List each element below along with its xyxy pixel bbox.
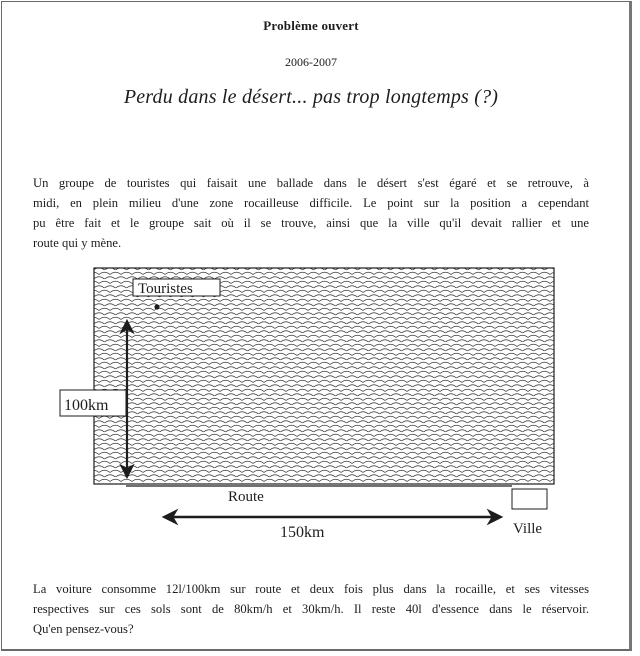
intro-line-2: midi, en plein milieu d'une zone rocailleuse difficile. Le point sur la position a cependant (33, 196, 589, 210)
document-title: Perdu dans le désert... pas trop longtemps (?) (123, 86, 499, 108)
height-label: 100km (64, 397, 109, 414)
document-kicker: Problème ouvert (263, 18, 359, 33)
outro-paragraph (33, 579, 589, 639)
town-label: Ville (513, 521, 543, 537)
outro-line-3: Qu'en pensez-vous? (33, 622, 134, 636)
intro-line-3: pu être fait et le groupe sait où il se trouve, ainsi que la ville qu'il devait rallier et une (33, 216, 589, 230)
rocky-zone (94, 268, 554, 484)
tourists-label-box (133, 279, 220, 297)
height-label-box (60, 390, 126, 416)
intro-line-1: Un groupe de touristes qui faisait une ballade dans le désert s'est égaré et se retrouve, à (33, 176, 589, 190)
tourists-position-dot (154, 304, 159, 309)
outro-line-2: respectives sur ces sols sont de 80km/h et 30km/h. Il reste 40l d'essence dans le réservoir. (33, 602, 589, 616)
tourists-label: Touristes (138, 281, 193, 297)
document-year: 2006-2007 (285, 55, 337, 69)
width-label: 150km (280, 524, 325, 541)
intro-line-4: route qui y mène. (33, 236, 122, 250)
road-label: Route (228, 489, 264, 505)
outro-line-1: La voiture consomme 12l/100km sur route et deux fois plus dans la rocaille, et ses vitesses (33, 582, 589, 596)
town-box (512, 489, 547, 509)
